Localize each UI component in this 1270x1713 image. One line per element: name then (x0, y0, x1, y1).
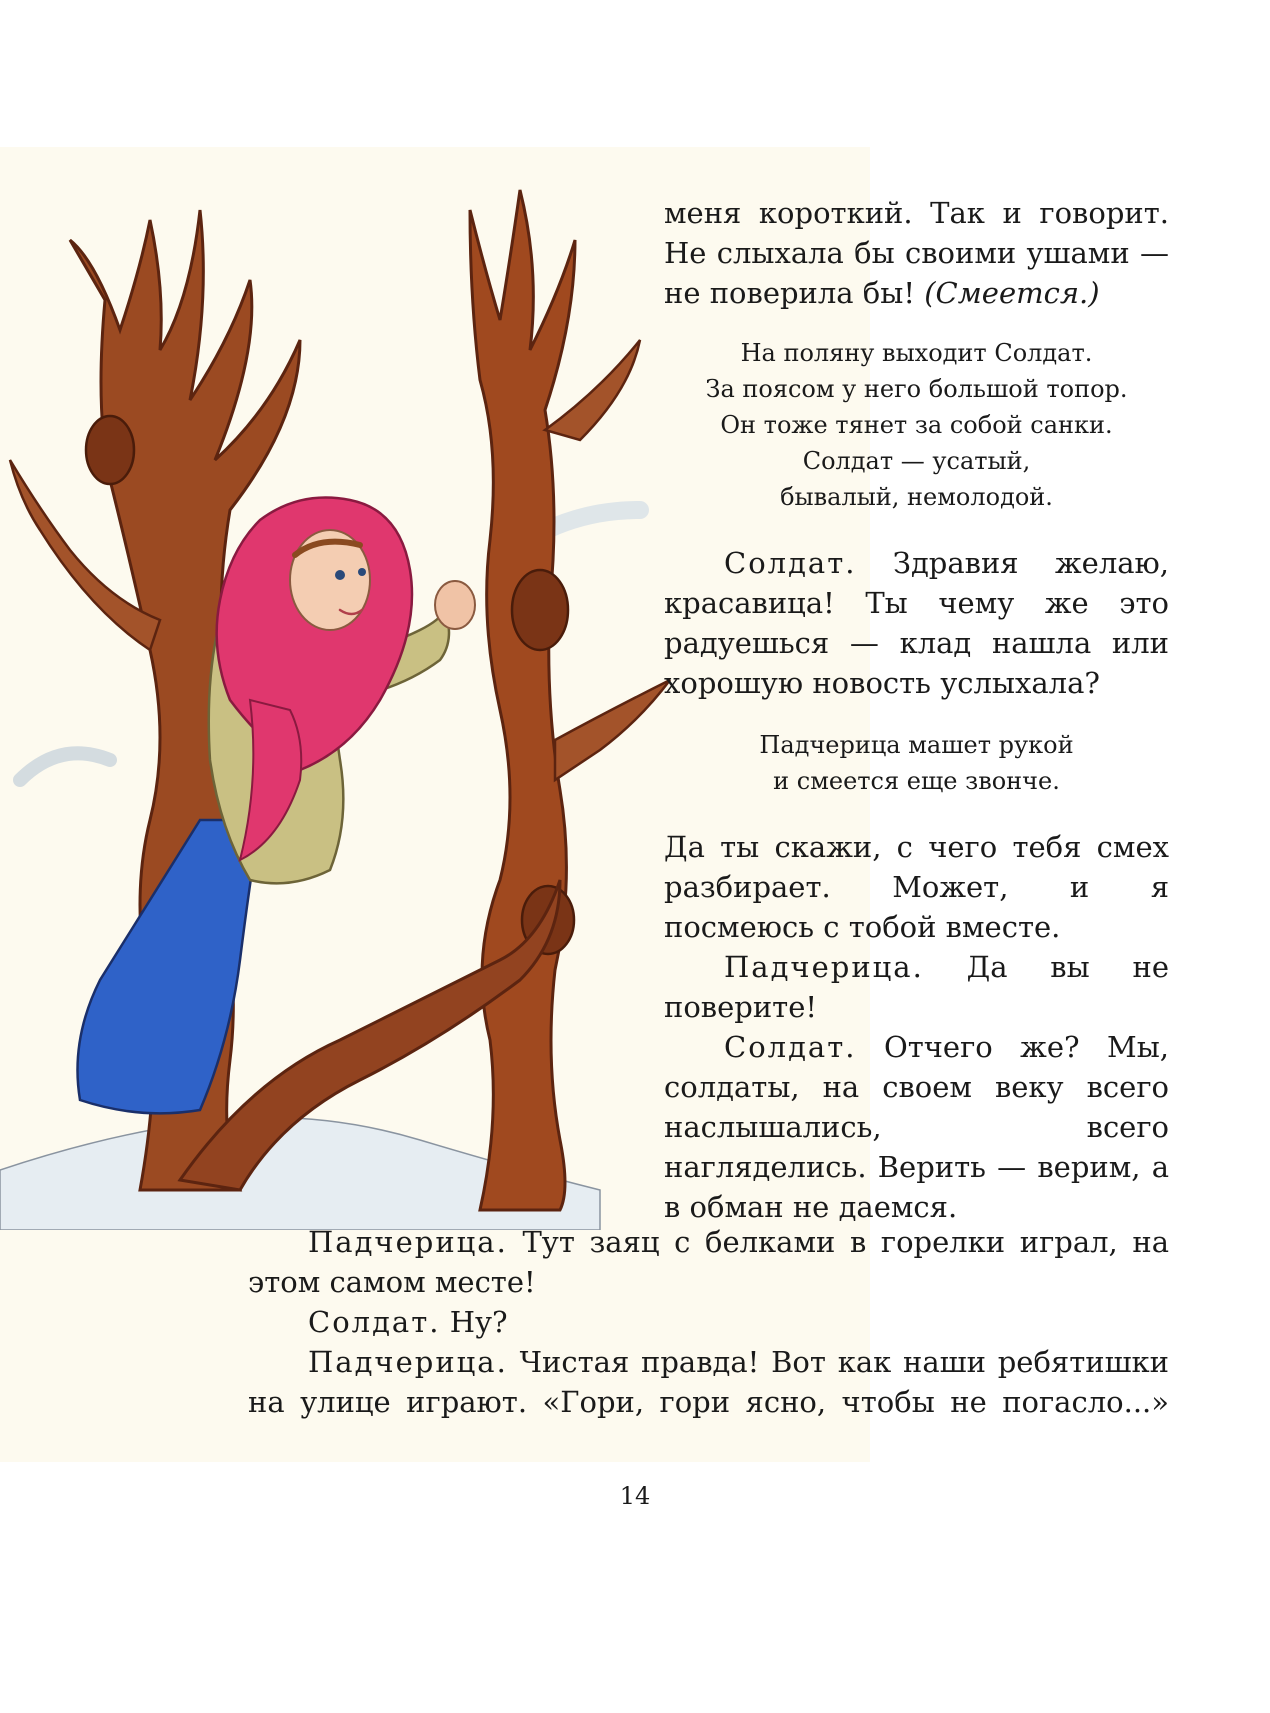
stage-remark: (Смеется.) (924, 276, 1100, 310)
paragraph: Солдат. Ну? (308, 1305, 508, 1339)
speaker-name: Падчерица. (308, 1345, 508, 1379)
paragraph: Солдат. Отчего же? Мы, солдаты, на своем веку всего наслышались, всего нагляделись. Верить — верим, а в обман не даемся. (664, 1030, 1170, 1224)
stage-line: Падчерица машет рукой (759, 731, 1074, 759)
speaker-name: Солдат. (724, 1030, 857, 1064)
stage-direction (664, 727, 1169, 799)
paragraph: Падчерица. Да вы не поверите! (664, 950, 1170, 1024)
stage-line: Он тоже тянет за собой санки. (720, 411, 1113, 439)
paragraph: меня короткий. Так и говорит. Не слыхала бы своими ушами — не поверила бы! (Смеется.) (664, 196, 1169, 310)
stage-line: Солдат — усатый, (802, 447, 1031, 475)
stage-direction (664, 335, 1169, 515)
paragraph: Падчерица. Чистая правда! Вот как наши ребятишки на улице играют. «Гори, гори ясно, чтобы не погасло...» (248, 1345, 1170, 1419)
stage-line: бывалый, немолодой. (780, 483, 1053, 511)
page-number: 14 (619, 1482, 651, 1510)
speaker-name: Падчерица. (724, 950, 924, 984)
speaker-name: Солдат. (308, 1305, 441, 1339)
text-full-width (248, 1222, 1169, 1422)
girl-between-trees-illustration (0, 180, 700, 1230)
paragraph: Падчерица. Тут заяц с белками в горелки играл, на этом самом месте! (248, 1225, 1169, 1299)
speaker-name: Солдат. (724, 546, 857, 580)
speaker-name: Падчерица. (308, 1225, 508, 1259)
text-column (664, 193, 1169, 1227)
stage-line: и смеется еще звонче. (773, 767, 1060, 795)
stage-line: За поясом у него большой топор. (705, 375, 1128, 403)
stage-line: На поляну выходит Солдат. (740, 339, 1093, 367)
paragraph: Солдат. Здравия желаю, красавица! Ты чему же это радуешься — клад нашла или хорошую новость услыхала? (664, 546, 1170, 700)
paragraph: Да ты скажи, с чего тебя смех разбирает. Может, и я посмеюсь с тобой вместе. (664, 830, 1169, 944)
